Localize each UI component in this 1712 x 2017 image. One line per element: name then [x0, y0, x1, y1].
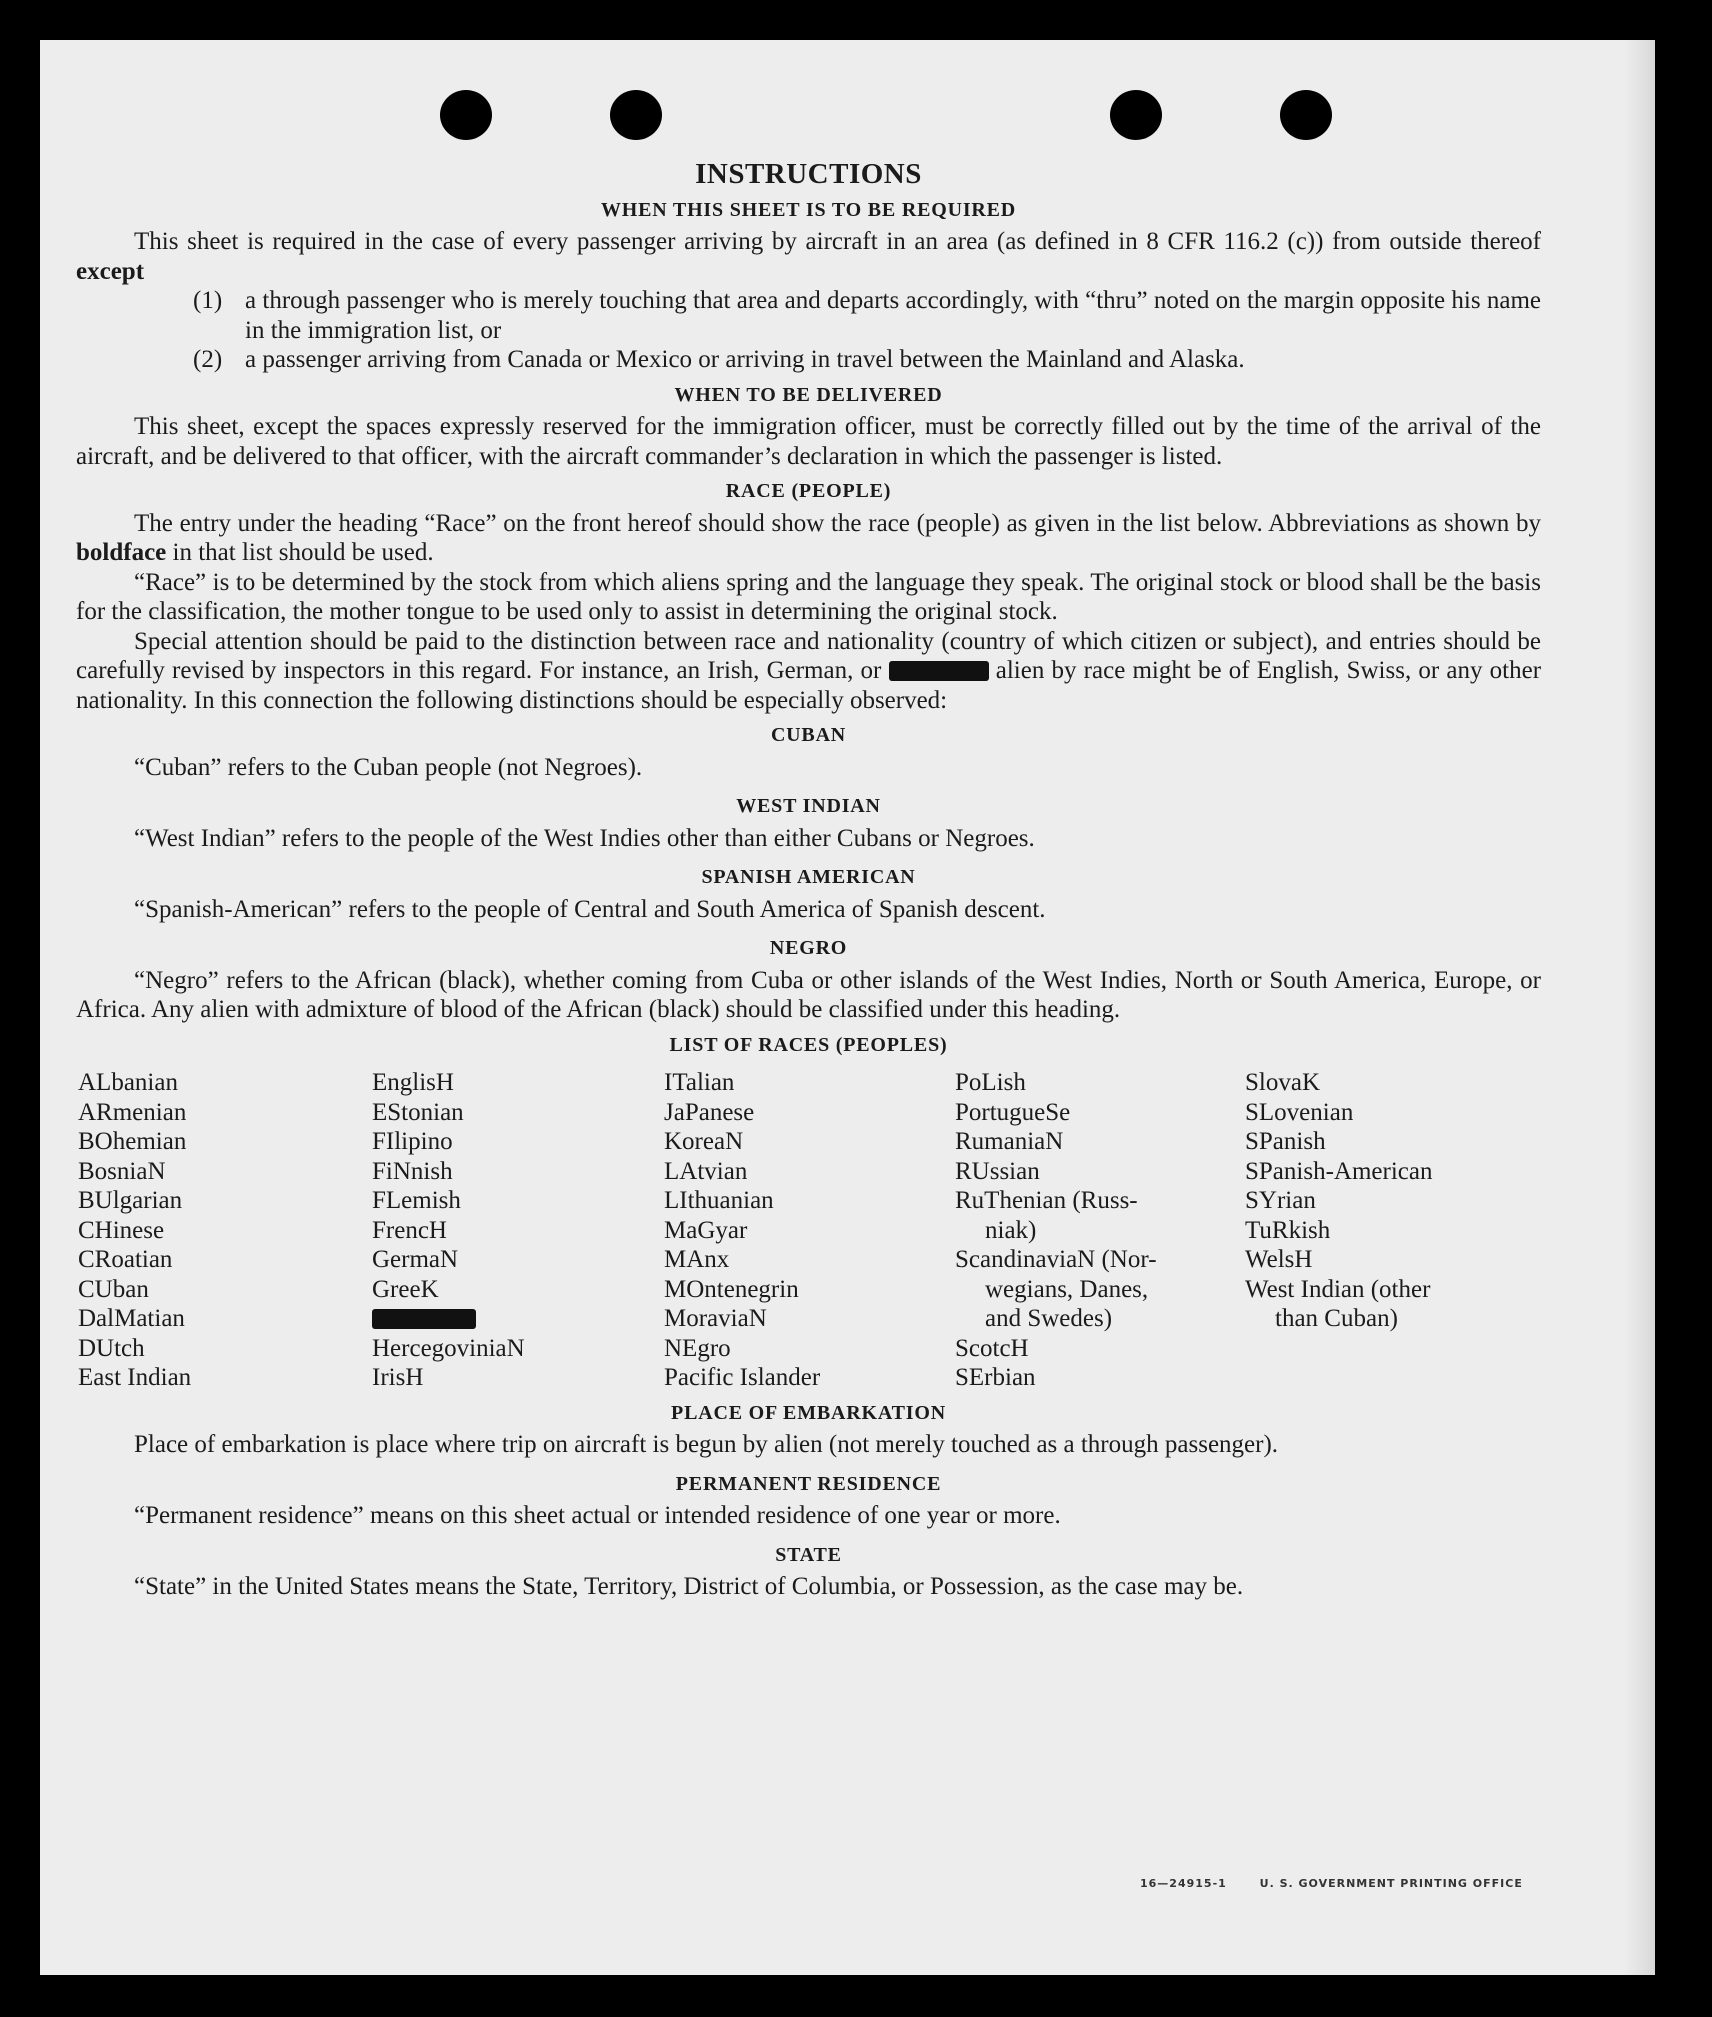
race-entry-redacted: [372, 1304, 664, 1334]
race-entry: East Indian: [78, 1364, 192, 1391]
race-entry: CUban: [78, 1275, 149, 1303]
exception-item-1: (1) a through passenger who is merely touching that area and departs accordingly, with “thru” noted on the margin opposite his name in the immigration list, or: [193, 287, 1541, 344]
spanish-american-text: “Spanish-American” refers to the people of Central and South America of Spanish descent.: [134, 895, 1046, 923]
race-entry: LAtvian: [664, 1157, 748, 1185]
race-entry: BOhemian: [78, 1128, 187, 1155]
race-entry: ScandinaviaN (Nor-: [955, 1246, 1157, 1273]
race-entry: ScotcH: [955, 1334, 1029, 1362]
heading-list-of-races: LIST OF RACES (PEOPLES): [669, 1033, 948, 1056]
form-code: 16—24915-1: [1140, 1877, 1227, 1890]
punch-hole: [1280, 90, 1332, 140]
race-entry-continuation: niak): [985, 1216, 1037, 1244]
heading-negro: NEGRO: [769, 937, 848, 959]
race-paragraph-1: The entry under the heading “Race” on the front hereof should show the race (people) as given in the list below. Abbreviations as shown by boldface in that list should be used.: [76, 509, 1541, 566]
punch-hole: [1110, 90, 1162, 140]
race-entry: WelsH: [1245, 1246, 1313, 1273]
race-entry: CHinese: [78, 1216, 165, 1244]
heading-cuban: CUBAN: [770, 724, 847, 746]
race-entry: GreeK: [372, 1275, 439, 1303]
race-entry: ITalian: [664, 1069, 735, 1096]
race-entry: TuRkish: [1245, 1216, 1331, 1244]
race-entry: GermaN: [372, 1246, 459, 1273]
races-column-5: [1245, 1068, 1535, 1393]
heading-spanish-american: SPANISH AMERICAN: [701, 866, 916, 888]
race-entry: NEgro: [664, 1334, 731, 1362]
heading-when-delivered: WHEN TO BE DELIVERED: [674, 383, 943, 406]
punch-hole: [440, 90, 492, 140]
race-entry: RuThenian (Russ-: [955, 1187, 1138, 1214]
race-entry: LIthuanian: [664, 1187, 774, 1214]
heading-state: STATE: [775, 1543, 842, 1566]
race-entry: ALbanian: [78, 1069, 178, 1096]
race-entry-continuation: and Swedes): [985, 1305, 1113, 1332]
when-required-intro: This sheet is required in the case of every passenger arriving by aircraft in an area (as defined in 8 CFR 116.2 (c)) from outside thereof except: [76, 228, 1541, 285]
race-entry: SPanish: [1245, 1128, 1326, 1155]
races-column-3: [664, 1068, 955, 1393]
permanent-residence-text: “Permanent residence” means on this sheet actual or intended residence of one year or more.: [134, 1502, 1061, 1529]
heading-west-indian: WEST INDIAN: [736, 795, 881, 817]
race-entry: JaPanese: [664, 1098, 755, 1126]
race-entry: FIlipino: [372, 1128, 453, 1155]
exception-item-2: (2) a passenger arriving from Canada or Mexico or arriving in travel between the Mainland and Alaska.: [193, 346, 1245, 373]
race-entry: MoraviaN: [664, 1305, 767, 1332]
race-paragraph-2: “Race” is to be determined by the stock from which aliens spring and the language they speak. The original stock or blood shall be the basis for the classification, the mother tongue to be used only to assist in determining the original stock.: [76, 568, 1541, 625]
race-entry: EStonian: [372, 1098, 464, 1126]
race-entry: SLovenian: [1245, 1098, 1354, 1126]
race-entry: SPanish-American: [1245, 1157, 1433, 1185]
race-entry: SlovaK: [1245, 1069, 1320, 1096]
race-entry: HercegoviniaN: [372, 1334, 525, 1362]
heading-embarkation: PLACE OF EMBARKATION: [671, 1401, 946, 1424]
redaction-mark: [889, 661, 989, 681]
heading-permanent-residence: PERMANENT RESIDENCE: [675, 1472, 942, 1495]
race-entry: Pacific Islander: [664, 1364, 821, 1391]
embarkation-text: Place of embarkation is place where trip on aircraft is begun by alien (not merely touched as a through passenger).: [134, 1431, 1279, 1458]
document-sheet: [40, 40, 1655, 1975]
race-entry: MAnx: [664, 1246, 730, 1273]
race-entry: DUtch: [78, 1334, 145, 1362]
race-entry: BosniaN: [78, 1157, 166, 1185]
state-text: “State” in the United States means the State, Territory, District of Columbia, or Possession, as the case may be.: [134, 1573, 1244, 1600]
race-entry: MOntenegrin: [664, 1275, 799, 1303]
races-list: [78, 1068, 1541, 1393]
race-entry-continuation: than Cuban): [1275, 1305, 1398, 1332]
redaction-mark: [372, 1309, 476, 1329]
race-entry: EnglisH: [372, 1069, 454, 1096]
race-entry: PortugueSe: [955, 1098, 1071, 1126]
printing-office: U. S. GOVERNMENT PRINTING OFFICE: [1259, 1877, 1523, 1890]
west-indian-text: “West Indian” refers to the people of the West Indies other than either Cubans or Negroes.: [134, 824, 1035, 852]
sheet-edge-shadow: [1625, 40, 1655, 1975]
races-column-2: [372, 1068, 664, 1393]
race-entry: FrencH: [372, 1216, 447, 1244]
race-entry: RUssian: [955, 1157, 1040, 1185]
race-entry: SErbian: [955, 1364, 1036, 1391]
race-entry: CRoatian: [78, 1246, 173, 1273]
race-entry: DalMatian: [78, 1305, 185, 1332]
race-entry: FLemish: [372, 1187, 461, 1214]
race-entry: PoLish: [955, 1069, 1026, 1096]
race-entry: FiNnish: [372, 1157, 453, 1185]
race-paragraph-3: Special attention should be paid to the distinction between race and nationality (country of which citizen or subject), and entries should be carefully revised by inspectors in this regard. For instance, an Irish, German, or alien by race might be of English, Swiss, or any other nationality. In this connection the following distinctions should be especially observed:: [76, 627, 1542, 714]
page-title: INSTRUCTIONS: [695, 158, 922, 190]
punch-hole: [610, 90, 662, 140]
printer-footer: [1140, 1877, 1523, 1890]
race-entry: SYrian: [1245, 1187, 1316, 1214]
race-entry: IrisH: [372, 1364, 424, 1391]
race-entry: BUlgarian: [78, 1187, 183, 1214]
race-entry: MaGyar: [664, 1216, 748, 1244]
race-entry-continuation: wegians, Danes,: [985, 1275, 1149, 1303]
races-column-4: [955, 1068, 1245, 1393]
negro-text: “Negro” refers to the African (black), whether coming from Cuba or other islands of the West Indies, North or South America, Europe, or Africa. Any alien with admixture of blood of the African (black) should be classified under this heading.: [76, 966, 1541, 1023]
race-entry: West Indian (other: [1245, 1275, 1431, 1303]
race-entry: ARmenian: [78, 1098, 187, 1126]
races-column-1: [78, 1068, 372, 1393]
heading-when-required: WHEN THIS SHEET IS TO BE REQUIRED: [600, 198, 1017, 221]
cuban-text: “Cuban” refers to the Cuban people (not Negroes).: [134, 753, 643, 781]
instructions-body: [76, 160, 1541, 1602]
heading-race: RACE (PEOPLE): [725, 480, 892, 502]
race-entry: KoreaN: [664, 1128, 744, 1155]
race-entry: RumaniaN: [955, 1128, 1064, 1155]
when-delivered-text: This sheet, except the spaces expressly reserved for the immigration officer, must be correctly filled out by the time of the arrival of the aircraft, and be delivered to that officer, with the aircraft commander’s declaration in which the passenger is listed.: [76, 413, 1541, 470]
